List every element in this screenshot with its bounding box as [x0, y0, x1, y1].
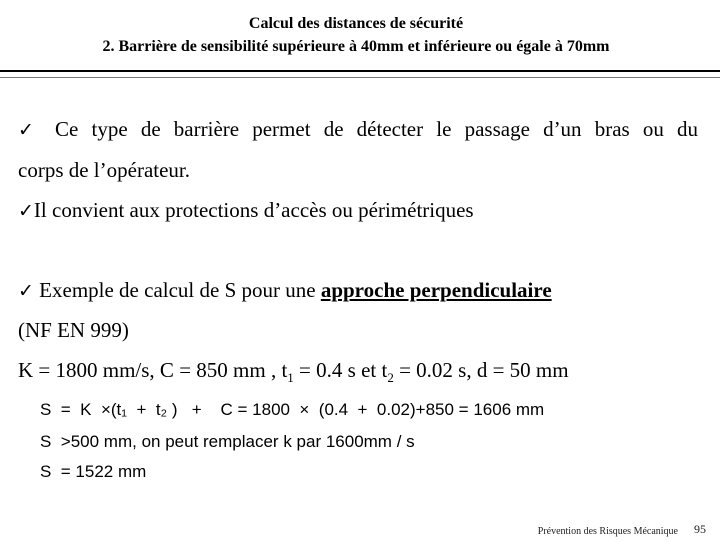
title-main: Calcul des distances de sécurité	[248, 15, 464, 32]
checkmark-icon: ✓	[18, 119, 42, 141]
bullet-1-line-2: corps de l’opérateur.	[18, 158, 191, 182]
footer-text: Prévention des Risques Mécanique	[537, 526, 678, 537]
page-number: 95	[694, 522, 706, 536]
slide-title	[0, 14, 712, 57]
bullet-1-text: Ce type de barrière permet de détecter le passage d’un bras ou du	[55, 117, 699, 141]
bullet-2-text: Il convient aux protections d’accès ou périmétriques	[33, 198, 474, 222]
bullet-3-text: Exemple de calcul de S pour une	[39, 278, 321, 302]
bullet-3-emphasis: approche perpendiculaire	[320, 278, 552, 302]
bullet-1-line-1	[18, 116, 698, 143]
formula-line-3: S = 1522 mm	[40, 462, 147, 481]
parameters-line: K = 1800 mm/s, C = 850 mm , $t_1 = 0.4$ s et $t_2 = 0.02$ s, d = 50 mm	[18, 358, 569, 386]
formula-line-1: S = K ×(t₁ + t₂ ) + C = 1800 × (0.4 + 0.02)+850 = 1606 mm	[40, 400, 545, 419]
formula-line-2: S >500 mm, on peut remplacer k par 1600mm / s	[40, 432, 415, 451]
bullet-3-line-2: (NF EN 999)	[18, 318, 129, 342]
checkmark-icon: ✓	[18, 280, 34, 302]
bullet-2	[18, 197, 698, 224]
checkmark-icon: ✓	[18, 200, 34, 222]
title-divider	[0, 70, 720, 78]
title-subtitle: 2. Barrière de sensibilité supérieure à 40mm et inférieure ou égale à 70mm	[102, 38, 610, 55]
bullet-3	[18, 277, 698, 304]
